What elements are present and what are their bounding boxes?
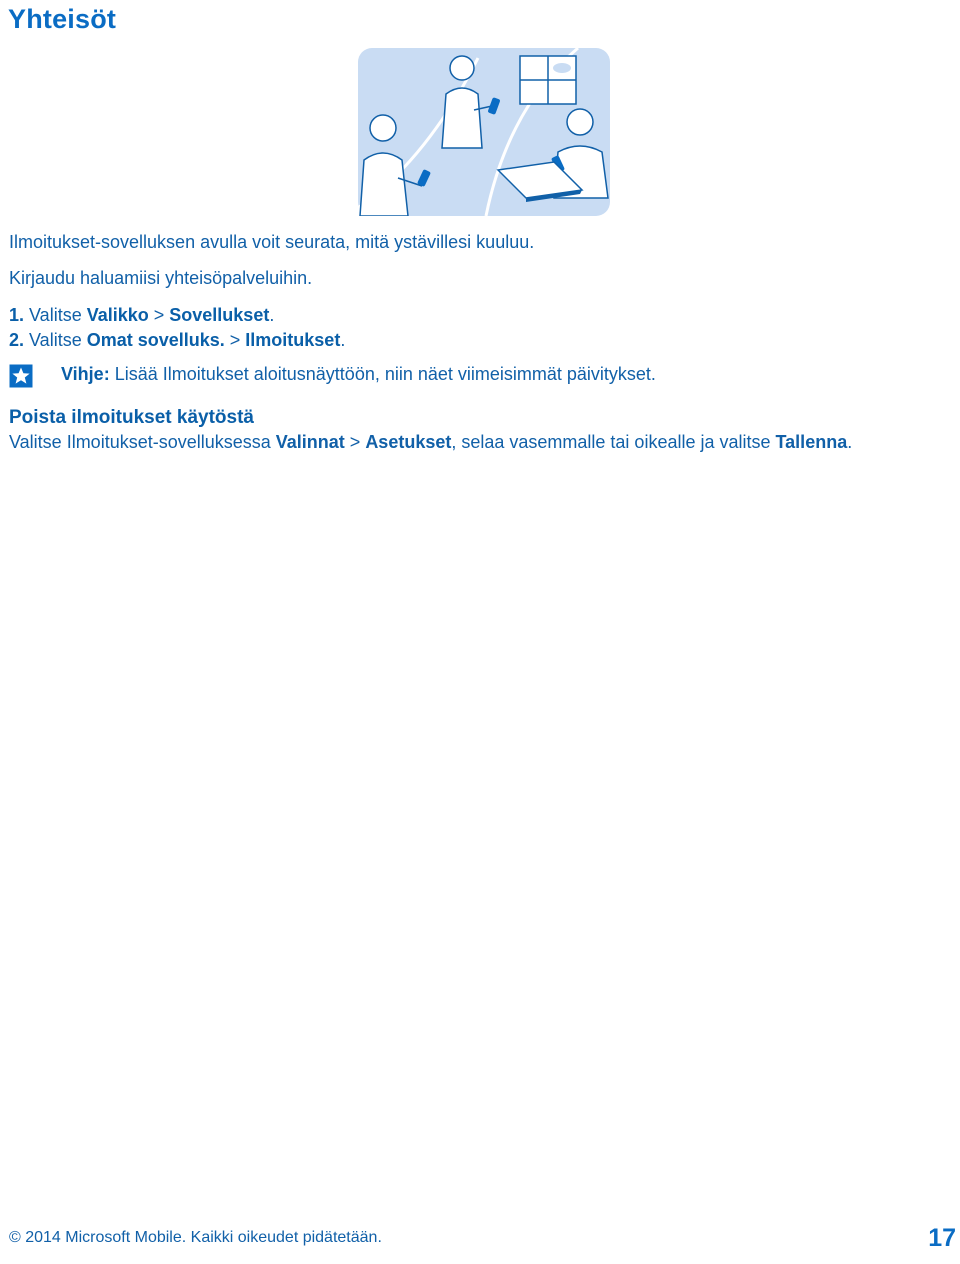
page-number: 17 — [928, 1224, 956, 1252]
social-illustration — [358, 48, 610, 216]
intro-line-2: Kirjaudu haluamiisi yhteisöpalveluihin. — [9, 268, 313, 288]
menu-path-item: Tallenna — [775, 432, 848, 452]
step-number: 1. — [9, 305, 25, 325]
tip-label: Vihje: — [61, 364, 110, 384]
intro-line-1: Ilmoitukset-sovelluksen avulla voit seurata, mitä ystävillesi kuuluu. — [9, 232, 535, 252]
section-title: Poista ilmoitukset käytöstä — [9, 407, 254, 428]
star-icon — [9, 364, 33, 388]
menu-path-item: Sovellukset — [169, 305, 270, 325]
section-paragraph: Valitse Ilmoitukset-sovelluksessa Valinnat > Asetukset, selaa vasemmalle tai oikealle ja valitse Tallenna. — [9, 432, 853, 452]
menu-path-item: Valikko — [86, 305, 149, 325]
menu-path-item: Asetukset — [365, 432, 452, 452]
menu-path-item: Omat sovelluks. — [86, 330, 225, 350]
menu-path-item: Ilmoitukset — [245, 330, 341, 350]
step-1: 1. Valitse Valikko > Sovellukset. — [9, 305, 275, 325]
copyright-notice: © 2014 Microsoft Mobile. Kaikki oikeudet pidätetään. — [9, 1229, 382, 1246]
step-number: 2. — [9, 330, 25, 350]
menu-path-item: Valinnat — [275, 432, 345, 452]
page-title: Yhteisöt — [8, 4, 117, 34]
tip-text: Vihje: Lisää Ilmoitukset aloitusnäyttöön, niin näet viimeisimmät päivitykset. — [61, 364, 656, 384]
step-2: 2. Valitse Omat sovelluks. > Ilmoitukset. — [9, 330, 346, 350]
